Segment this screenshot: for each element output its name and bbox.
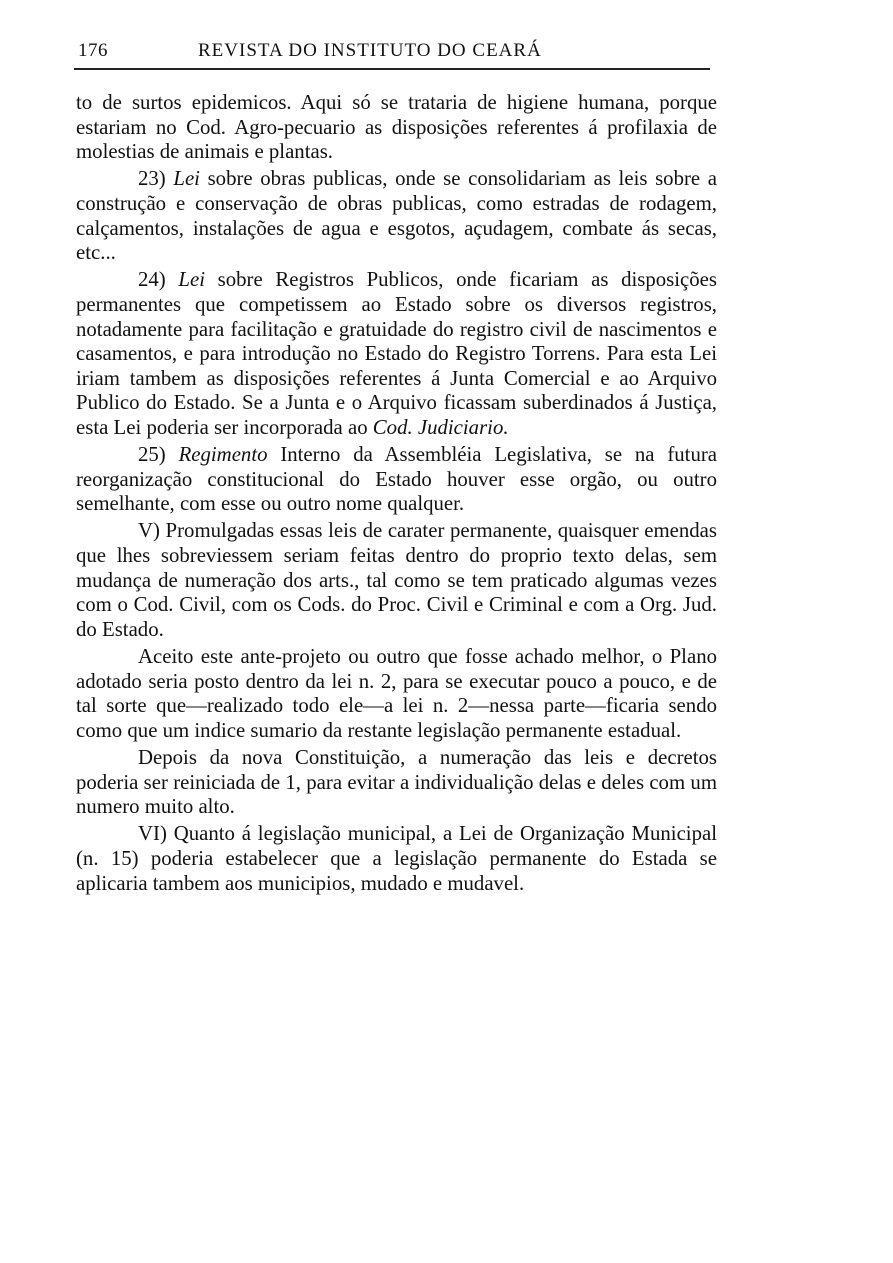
item-keyword: Regimento: [178, 443, 268, 467]
page-number: 176: [78, 40, 108, 61]
item-text: sobre Registros Publicos, onde ficariam as disposições permanentes que competissem ao Estado sobre os diversos registros, notadamente para facilitação e gratuidade do registro civil de nascimentos e casamentos, e para introdução no Estado do Registro Torrens. Para esta Lei iriam tambem as disposições referentes á Junta Comercial e ao Arquivo Publico do Estado. Se a Junta e o Arquivo ficassam suberdinados á Justiça, esta Lei poderia ser incorporada ao: [76, 268, 718, 439]
paragraph-item-24: [76, 268, 717, 440]
paragraph-continuation: to de surtos epidemicos. Aqui só se trataria de higiene humana, porque estariam no Cod. Agro-pecuario as disposições referentes á profilaxia de molestias de animais e plantas.: [76, 91, 717, 164]
paragraph-section-v: V) Promulgadas essas leis de carater permanente, quaisquer emendas que lhes sobreviessem seriam feitas dentro do proprio texto delas, sem mudança de numeração dos arts., tal como se tem praticado algumas vezes com o Cod. Civil, com os Cods. do Proc. Civil e Criminal e com a Org. Jud. do Estado.: [76, 519, 717, 641]
item-number: 24): [138, 268, 166, 292]
paragraph-item-25: [76, 443, 717, 517]
item-text: Interno da Assembléia Legislativa, se na futura reorganização constitucional do Estado houver esse orgão, ou outro semelhante, com esse ou outro nome qualquer.: [76, 443, 718, 516]
journal-title: REVISTA DO INSTITUTO DO CEARÁ: [198, 40, 542, 61]
item-number: 25): [138, 443, 166, 467]
paragraph-section-vi: VI) Quanto á legislação municipal, a Lei de Organização Municipal (n. 15) poderia estabelecer que a legislação permanente do Estada se aplicaria tambem aos municipios, mudado e mudavel.: [76, 822, 717, 895]
paragraph-nova-constituicao: Depois da nova Constituição, a numeração das leis e decretos poderia ser reiniciada de 1, para evitar a individualição delas e deles com um numero muito alto.: [76, 746, 717, 819]
paragraph-ante-projeto: Aceito este ante-projeto ou outro que fosse achado melhor, o Plano adotado seria posto dentro da lei n. 2, para se executar pouco a pouco, e de tal sorte que—realizado todo ele—a lei n. 2—nessa parte—ficaria sendo como que um indice sumario da restante legislação permanente estadual.: [76, 645, 717, 742]
running-header: [74, 34, 710, 70]
item-text: sobre obras publicas, onde se consolidariam as leis sobre a construção e conservação de obras publicas, como estradas de rodagem, calçamentos, instalações de agua e esgotos, açudagem, combate ás secas, etc...: [76, 167, 717, 265]
item-keyword: Lei: [173, 167, 200, 191]
item-number: 23): [138, 167, 166, 191]
item-code-reference: Cod. Judiciario.: [372, 415, 509, 439]
item-keyword: Lei: [178, 268, 205, 292]
paragraph-item-23: [76, 167, 717, 265]
body-text: [76, 91, 717, 896]
